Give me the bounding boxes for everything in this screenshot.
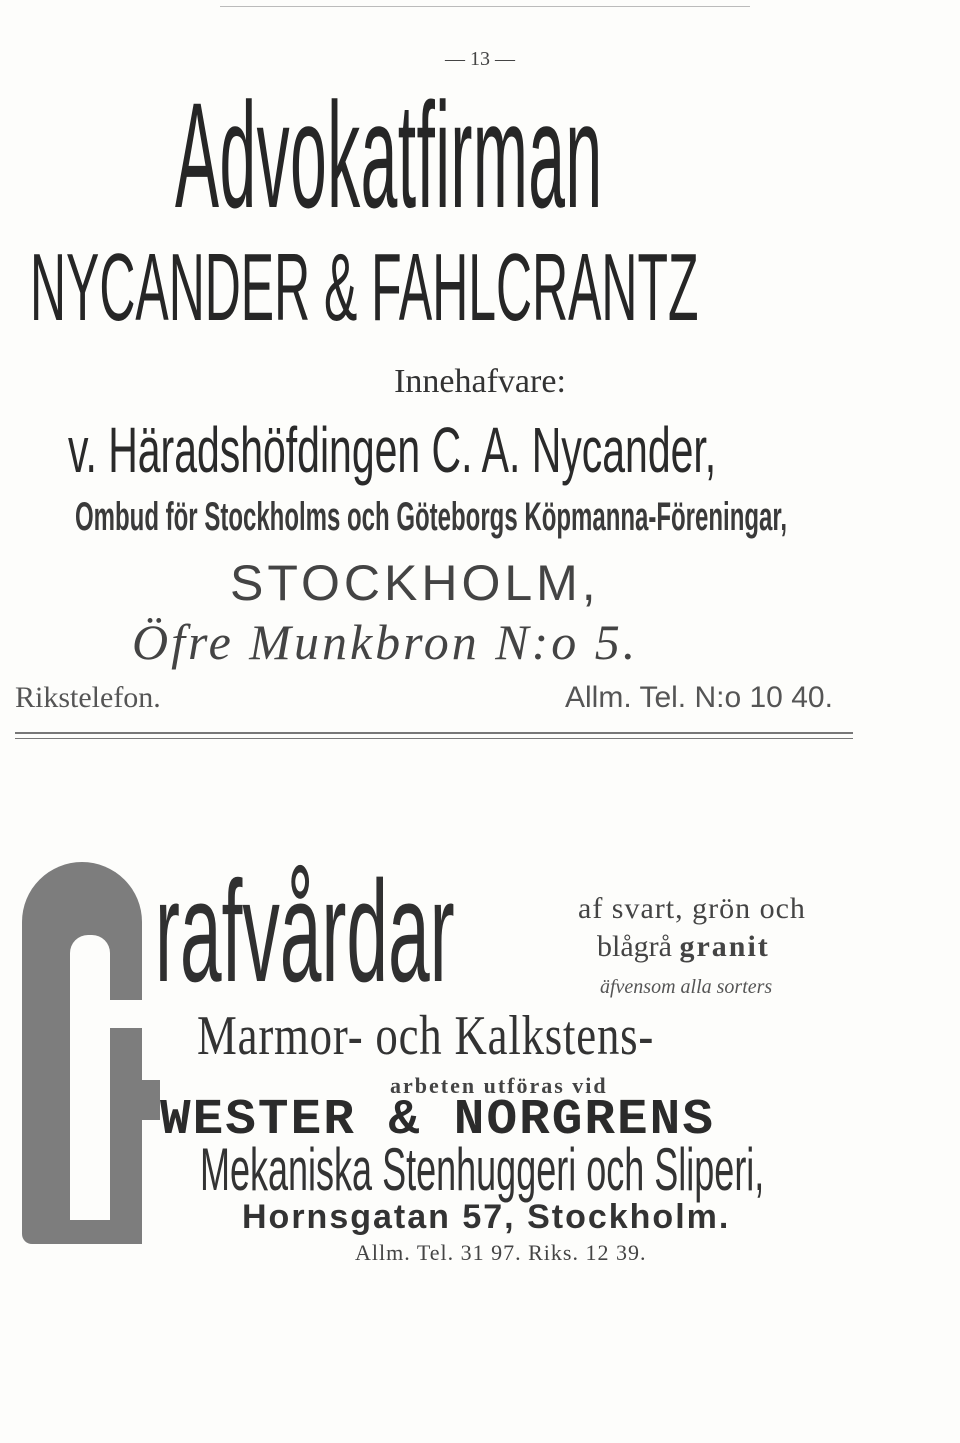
material-line-1: af svart, grön och xyxy=(578,892,806,925)
initial-letter-notch xyxy=(110,1000,142,1028)
phone-number: Allm. Tel. N:o 10 40. xyxy=(565,681,833,714)
owner-label: Innehafvare: xyxy=(394,363,566,400)
phone-label: Rikstelefon. xyxy=(15,681,161,714)
work-caption: arbeten utföras vid xyxy=(390,1073,608,1098)
divider-rule-bottom xyxy=(15,738,853,739)
firm-description: Mekaniska Stenhuggeri och Sliperi, xyxy=(200,1136,765,1203)
work-line: Marmor- och Kalkstens- xyxy=(197,1005,655,1067)
initial-letter-counter xyxy=(70,935,110,1220)
lawfirm-title: Advokatfirman xyxy=(175,71,603,239)
agent-of-line: Ombud för Stockholms och Göteborgs Köpmanna-Föreningar, xyxy=(75,495,788,539)
page-number: — 13 — xyxy=(445,48,515,70)
top-rule xyxy=(220,6,750,7)
owner-name: v. Häradshöfdingen C. A. Nycander, xyxy=(68,414,717,486)
gravestone-title: rafvårdar xyxy=(155,851,455,1012)
stonemason-firm: WESTER & NORGRENS xyxy=(160,1092,715,1149)
initial-letter-spur xyxy=(125,1080,160,1120)
firm-phone: Allm. Tel. 31 97. Riks. 12 39. xyxy=(355,1240,647,1265)
address: Öfre Munkbron N:o 5. xyxy=(132,614,639,670)
material-granit: granit xyxy=(679,930,770,963)
material-line-2 xyxy=(597,930,770,964)
divider-rule-top xyxy=(15,732,853,734)
firm-street: Hornsgatan 57, Stockholm. xyxy=(242,1198,731,1236)
material-line-2-prefix: blågrå xyxy=(597,930,672,963)
lawfirm-name: NYCANDER & FAHLCRANTZ xyxy=(30,234,699,341)
city: STOCKHOLM, xyxy=(230,555,600,611)
material-line-3: äfvensom alla sorters xyxy=(600,976,773,998)
